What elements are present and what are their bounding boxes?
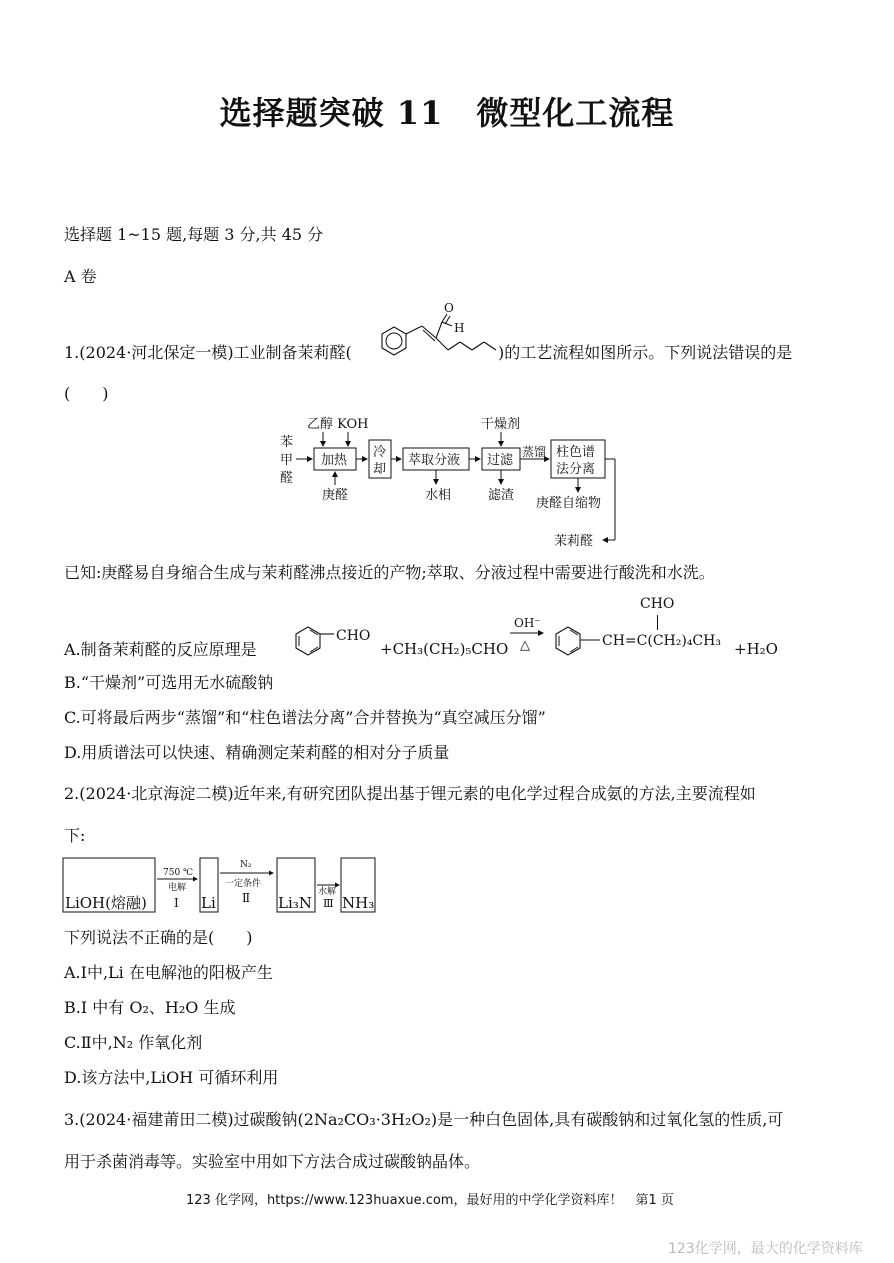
- section-scope: 选择题 1~15 题,每题 3 分,共 45 分: [64, 225, 324, 244]
- step2-number: Ⅱ: [242, 891, 251, 905]
- distill-label: 蒸馏: [522, 445, 547, 459]
- product-cho-top: CHO: [640, 596, 675, 612]
- q2-option-a: A.Ⅰ中,Li 在电解池的阳极产生: [64, 963, 273, 982]
- product-label: 茉莉醛: [554, 534, 594, 549]
- q2-option-b: B.Ⅰ 中有 O₂、H₂O 生成: [64, 998, 236, 1017]
- step2-reagent: N₂: [240, 860, 252, 870]
- q2-stem-line-1: 2.(2024·北京海淀二模)近年来,有研究团队提出基于锂元素的电化学过程合成氨的方法,主要流程如: [64, 784, 756, 803]
- byproduct-label: 庚醛自缩物: [536, 496, 602, 511]
- q2-option-d: D.该方法中,LiOH 可循环利用: [64, 1068, 279, 1087]
- product-ring: [556, 627, 580, 655]
- heat-symbol: △: [520, 638, 530, 653]
- aldehyde-hydrogen-label: H: [454, 321, 465, 335]
- cool-char-1: 冷: [373, 445, 387, 460]
- q1-option-d: D.用质谱法可以快速、精确测定茉莉醛的相对分子质量: [64, 743, 450, 762]
- cho-bond: [657, 615, 658, 630]
- heat-label: 加热: [321, 453, 348, 468]
- heptanal-formula: +CH₃(CH₂)₅CHO: [380, 640, 509, 658]
- q2-question: 下列说法不正确的是( ): [64, 928, 253, 947]
- q1-option-c: C.可将最后两步“蒸馏”和“柱色谱法分离”合并替换为“真空减压分馏”: [64, 708, 546, 727]
- q3-stem-line-1: 3.(2024·福建莆田二模)过碳酸钠(2Na₂CO₃·3H₂O₂)是一种白色固体,具有碳酸钠和过氧化氢的性质,可: [64, 1110, 784, 1129]
- nh3-label: NH₃: [342, 894, 375, 912]
- aqueous-phase: 水相: [425, 488, 452, 503]
- q1-stem-prefix: 1.(2024·河北保定一模)工业制备茉莉醛(: [64, 343, 352, 362]
- heptanal-reagent: 庚醛: [322, 488, 349, 503]
- section-label: A 卷: [64, 267, 97, 286]
- jasminaldehyde-structure: [366, 300, 502, 370]
- q1-answer-blank: ( ): [64, 384, 109, 403]
- chromatography-line-2: 法分离: [556, 462, 596, 477]
- chromatography-line-1: 柱色谱: [556, 445, 596, 460]
- product-chain: CH=C(CH₂)₄CH₃: [602, 633, 721, 649]
- page-title: 选择题突破 11 微型化工流程: [219, 94, 675, 132]
- step3-hydrolysis: 水解: [318, 887, 337, 897]
- catalyst-label: OH⁻: [514, 616, 541, 630]
- benzaldehyde-ring: [296, 627, 320, 655]
- q1-option-b: B.“干燥剂”可选用无水硫酸钠: [64, 673, 274, 692]
- step1-temperature: 750 ℃: [163, 868, 194, 878]
- step1-electrolysis: 电解: [168, 883, 187, 893]
- feed-char-2: 甲: [280, 453, 294, 468]
- carbonyl-oxygen-label: O: [444, 301, 454, 315]
- step3-number: Ⅲ: [323, 897, 334, 910]
- q1-known-info: 已知:庚醛易自身缩合生成与茉莉醛沸点接近的产物;萃取、分液过程中需要进行酸洗和水洗。: [64, 563, 715, 582]
- extraction-label: 萃取分液: [408, 453, 461, 468]
- step1-number: Ⅰ: [174, 896, 179, 910]
- filter-residue: 滤渣: [488, 488, 515, 503]
- filter-label: 过滤: [487, 453, 514, 468]
- water-product: +H₂O: [734, 640, 778, 658]
- li3n-label: Li₃N: [278, 894, 312, 912]
- feed-char-1: 苯: [280, 435, 294, 450]
- q1-flow-diagram: [270, 410, 640, 558]
- feed-char-3: 醛: [280, 471, 294, 486]
- q1-option-a-label: A.制备茉莉醛的反应原理是: [64, 640, 257, 659]
- step2-condition: 一定条件: [225, 879, 262, 889]
- page-footer: 123 化学网，https://www.123huaxue.com，最好用的中学化学资料库！ 第1 页: [186, 1193, 674, 1208]
- q2-option-c: C.Ⅱ中,N₂ 作氧化剂: [64, 1033, 203, 1052]
- reagents-top: 乙醇 KOH: [307, 417, 369, 432]
- li-label: Li: [201, 894, 216, 912]
- q1-option-a-reaction: [288, 616, 788, 666]
- benzaldehyde-cho: CHO: [336, 628, 371, 644]
- q2-flow-diagram: [62, 855, 382, 917]
- q2-stem-line-2: 下:: [64, 826, 86, 845]
- q1-stem-suffix: )的工艺流程如图所示。下列说法错误的是: [498, 343, 793, 362]
- watermark: 123化学网，最大的化学资料库: [668, 1241, 863, 1257]
- drying-agent: 干燥剂: [481, 417, 521, 432]
- q3-stem-line-2: 用于杀菌消毒等。实验室中用如下方法合成过碳酸钠晶体。: [64, 1152, 481, 1171]
- cool-char-2: 却: [373, 462, 387, 477]
- lioh-label: LiOH(熔融): [65, 894, 147, 912]
